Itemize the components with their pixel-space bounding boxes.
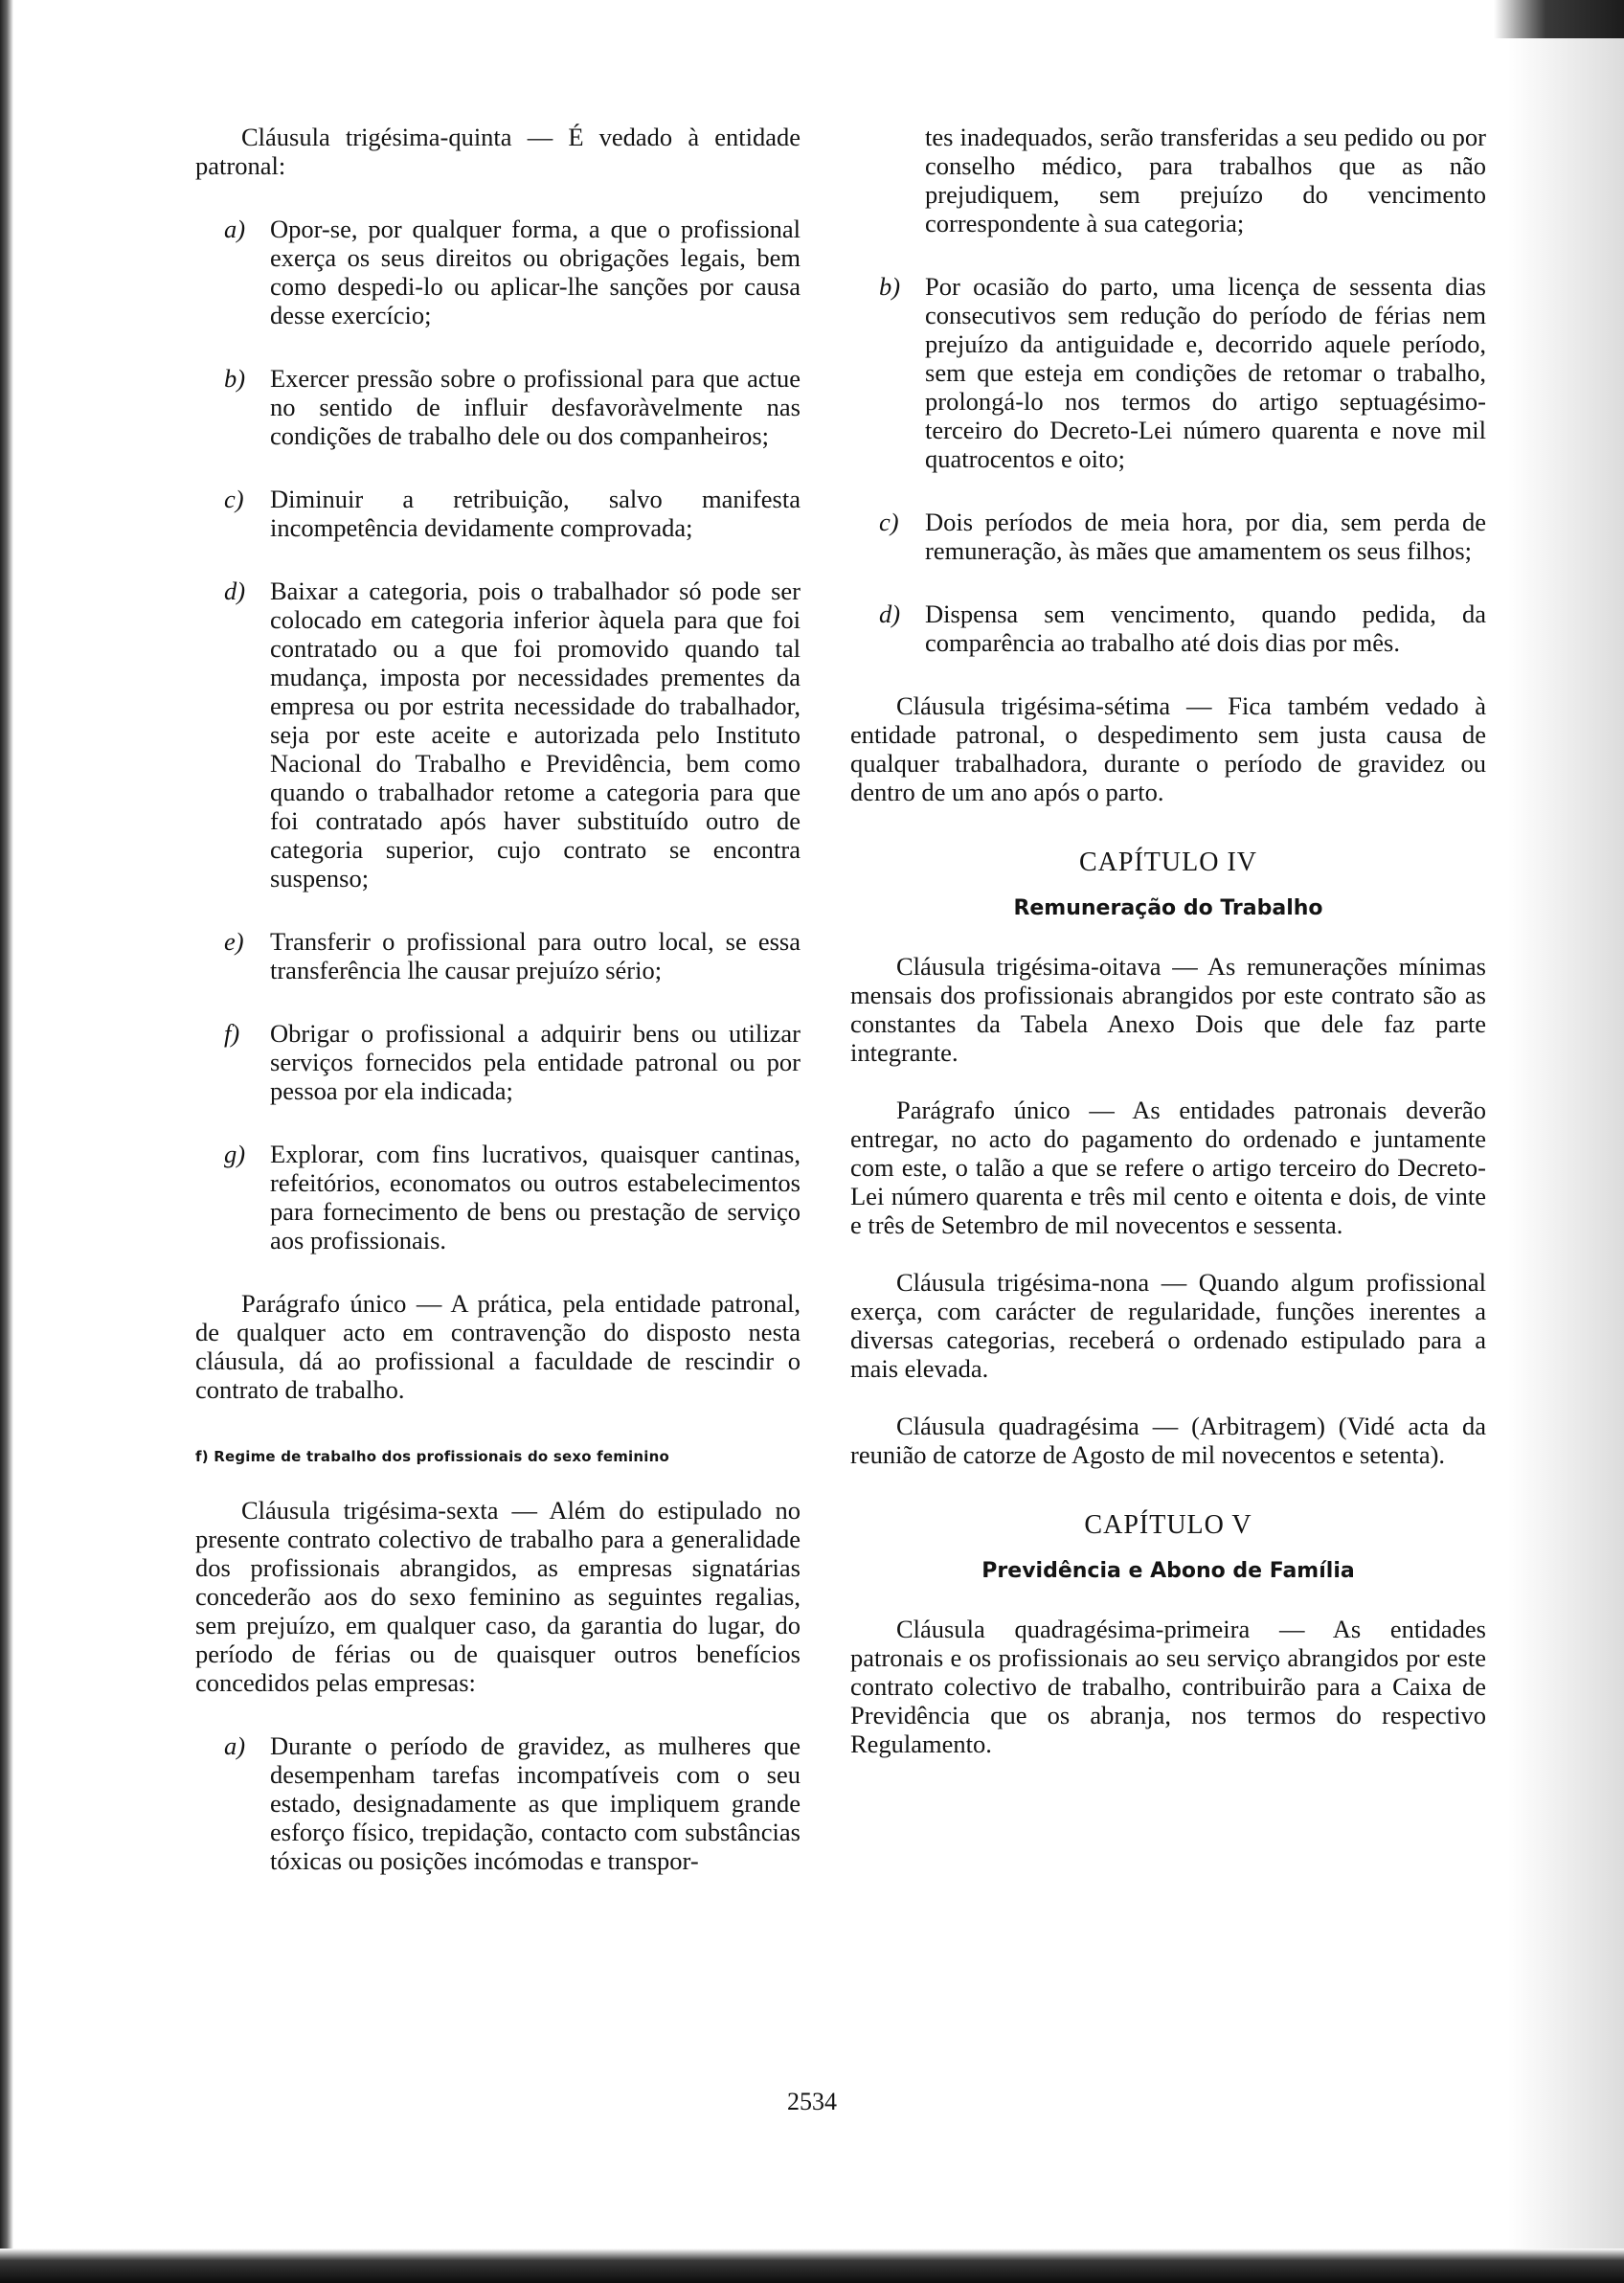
list-item — [195, 1019, 801, 1105]
item-text: Exercer pressão sobre o profissional para que actue no sentido de influir desfavoràvelmente nas condições de trabalho dele ou dos companheiros; — [270, 364, 801, 450]
item-letter: g) — [224, 1140, 246, 1168]
item-text: Durante o período de gravidez, as mulheres que desempenham tarefas incompatíveis com o seu estado, designadamente as que impliquem grande esforço físico, trepidação, contacto com substâncias tóxicas ou posições incómodas e transpor- — [270, 1731, 801, 1875]
list-item — [850, 599, 1486, 657]
clause-36-items — [195, 1731, 801, 1875]
item-text: Transferir o profissional para outro local, se essa transferência lhe causar prejuízo sério; — [270, 927, 801, 984]
list-item — [195, 485, 801, 542]
clause-35-items — [195, 215, 801, 1255]
list-item-continuation — [850, 123, 1486, 237]
item-letter: b) — [879, 272, 901, 301]
left-column — [195, 123, 801, 1910]
chapter-5-title: CAPÍTULO V — [1084, 1510, 1252, 1540]
clause-38-paragraph: Parágrafo único — As entidades patronais deverão entregar, no acto do pagamento do ordenado e juntamente com este, o talão a que se refere o artigo terceiro do Decreto-Lei número quarenta e três mil cento e oitenta e dois, de vinte e três de Setembro de mil novecentos e sessenta. — [850, 1096, 1486, 1239]
page-number: 2534 — [787, 2088, 837, 2115]
scan-edge-right — [1508, 0, 1624, 2283]
clause-35: Cláusula trigésima-quinta — É vedado à entidade patronal: — [195, 123, 801, 180]
scan-edge-left — [0, 0, 13, 2283]
item-letter: a) — [224, 1731, 246, 1760]
item-letter: b) — [224, 364, 246, 393]
chapter-4-subtitle: Remuneração do Trabalho — [1013, 896, 1323, 920]
scan-edge-bottom — [0, 2249, 1624, 2283]
item-text: Opor-se, por qualquer forma, a que o profissional exerça os seus direitos ou obrigações legais, bem como despedi-lo ou aplicar-lhe sanções por causa desse exercício; — [270, 215, 801, 329]
section-f-heading: f) Regime de trabalho dos profissionais do sexo feminino — [195, 1448, 670, 1465]
item-text: tes inadequados, serão transferidas a seu pedido ou por conselho médico, para trabalhos que as não prejudiquem, sem prejuízo do vencimento correspondente à sua categoria; — [925, 123, 1486, 237]
list-item — [850, 508, 1486, 565]
item-letter: c) — [879, 508, 899, 536]
scan-corner-top — [1494, 0, 1624, 38]
item-letter: c) — [224, 485, 244, 513]
item-letter: f) — [224, 1019, 240, 1048]
chapter-4-title: CAPÍTULO IV — [1079, 848, 1257, 877]
clause-39: Cláusula trigésima-nona — Quando algum profissional exerça, com carácter de regularidade, funções inerentes a diversas categorias, receberá o ordenado estipulado para a mais elevada. — [850, 1268, 1486, 1383]
item-text: Obrigar o profissional a adquirir bens ou utilizar serviços fornecidos pela entidade patronal ou por pessoa por ela indicada; — [270, 1019, 801, 1105]
item-letter: e) — [224, 927, 244, 956]
item-text: Dois períodos de meia hora, por dia, sem perda de remuneração, às mães que amamentem os seus filhos; — [925, 508, 1486, 565]
list-item — [195, 927, 801, 984]
item-text: Baixar a categoria, pois o trabalhador só pode ser colocado em categoria inferior àquela para que foi contratado ou a que foi promovido quando tal mudança, imposta por necessidades prementes da empresa ou por estrita necessidade do trabalhador, seja por este aceite e autorizada pelo Instituto Nacional do Trabalho e Previdência, bem como quando o trabalhador retome a categoria para que foi contratado após haver substituído outro de categoria superior, cujo contrato se encontra suspenso; — [270, 576, 801, 893]
item-text: Por ocasião do parto, uma licença de sessenta dias consecutivos sem redução do período de férias nem prejuízo da antiguidade e, decorrido aquele período, sem que esteja em condições de retomar o trabalho, prolongá-lo nos termos do artigo septuagésimo-terceiro do Decreto-Lei número quarenta e nove mil quatrocentos e oito; — [925, 272, 1486, 473]
item-text: Explorar, com fins lucrativos, quaisquer cantinas, refeitórios, economatos ou outros estabelecimentos para fornecimento de bens ou prestação de serviço aos profissionais. — [270, 1140, 801, 1255]
list-item — [195, 364, 801, 450]
chapter-5-subtitle: Previdência e Abono de Família — [981, 1559, 1355, 1583]
right-column — [850, 123, 1486, 1758]
clause-38: Cláusula trigésima-oitava — As remunerações mínimas mensais dos profissionais abrangidos por este contrato são as constantes da Tabela Anexo Dois que dele faz parte integrante. — [850, 952, 1486, 1067]
list-item — [195, 1731, 801, 1875]
clause-36-items-continued — [850, 272, 1486, 657]
list-item — [195, 576, 801, 893]
clause-41: Cláusula quadragésima-primeira — As entidades patronais e os profissionais ao seu serviço abrangidos por este contrato colectivo de trabalho, contribuirão para a Caixa de Previdência que os abranja, nos termos do respectivo Regulamento. — [850, 1615, 1486, 1758]
list-item — [195, 215, 801, 329]
clause-37: Cláusula trigésima-sétima — Fica também vedado à entidade patronal, o despedimento sem justa causa de qualquer trabalhadora, durante o período de gravidez ou dentro de um ano após o parto. — [850, 691, 1486, 806]
list-item — [195, 1140, 801, 1255]
item-text: Diminuir a retribuição, salvo manifesta incompetência devidamente comprovada; — [270, 485, 801, 542]
item-letter: d) — [879, 599, 901, 628]
clause-36: Cláusula trigésima-sexta — Além do estipulado no presente contrato colectivo de trabalho para a generalidade dos profissionais abrangidos, as empresas signatárias concederão aos do sexo feminino as seguintes regalias, sem prejuízo, em qualquer caso, da garantia do lugar, do período de férias ou de quaisquer outros benefícios concedidos pelas empresas: — [195, 1496, 801, 1697]
paragraph-unico: Parágrafo único — A prática, pela entidade patronal, de qualquer acto em contravenção do disposto nesta cláusula, dá ao profissional a faculdade de rescindir o contrato de trabalho. — [195, 1289, 801, 1404]
item-letter: a) — [224, 215, 246, 243]
item-text: Dispensa sem vencimento, quando pedida, da comparência ao trabalho até dois dias por mês. — [925, 599, 1486, 657]
item-letter: d) — [224, 576, 246, 605]
list-item — [850, 272, 1486, 473]
clause-40: Cláusula quadragésima — (Arbitragem) (Vidé acta da reunião de catorze de Agosto de mil novecentos e setenta). — [850, 1412, 1486, 1469]
